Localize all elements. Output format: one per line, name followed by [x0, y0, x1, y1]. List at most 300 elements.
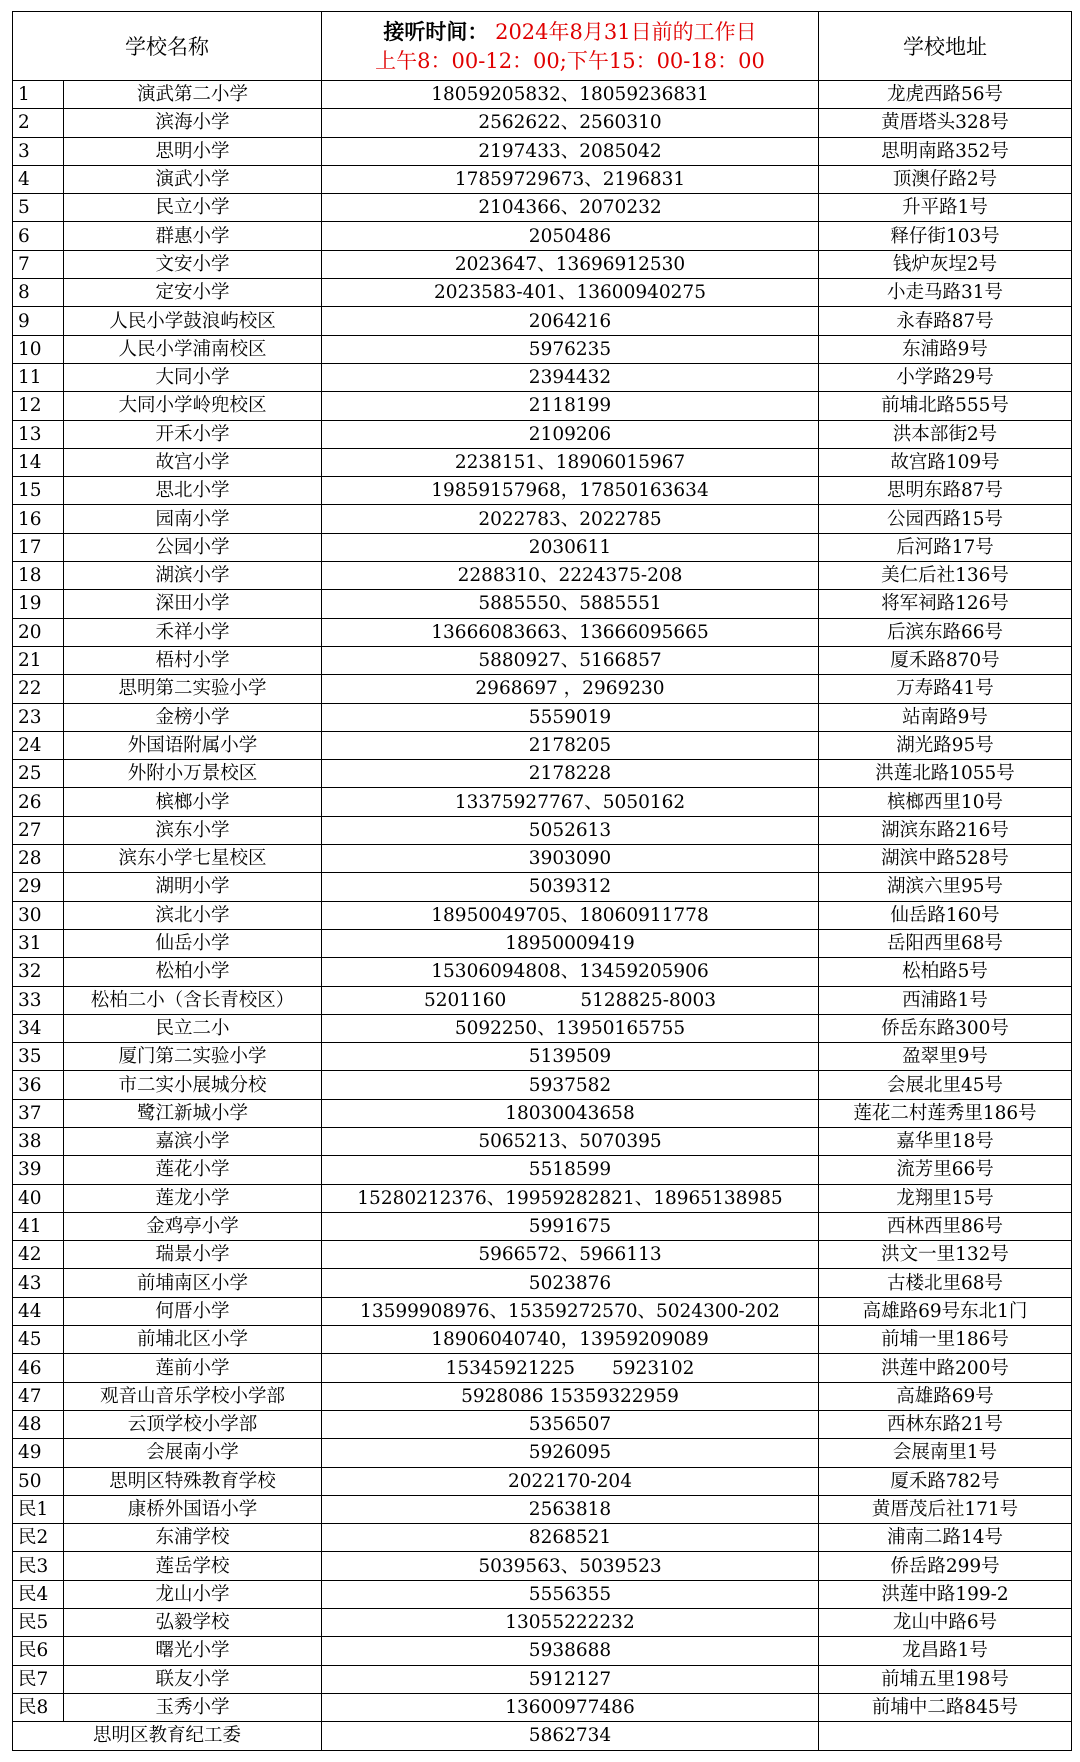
row-number: 27	[13, 816, 64, 844]
phone-number: 18950009419	[322, 929, 819, 957]
row-number: 4	[13, 165, 64, 193]
row-number: 14	[13, 448, 64, 476]
school-address: 顶澳仔路2号	[819, 165, 1072, 193]
school-address: 会展南里1号	[819, 1439, 1072, 1467]
table-row	[13, 1156, 1072, 1184]
school-address: 西林西里86号	[819, 1212, 1072, 1240]
row-number: 50	[13, 1467, 64, 1495]
phone-number: 19859157968，17850163634	[322, 477, 819, 505]
row-number: 9	[13, 307, 64, 335]
phone-number: 5991675	[322, 1212, 819, 1240]
table-row	[13, 194, 1072, 222]
school-name: 鹭江新城小学	[64, 1099, 322, 1127]
row-number: 13	[13, 420, 64, 448]
header-time-label: 接听时间：	[383, 18, 489, 44]
school-name: 莲岳学校	[64, 1552, 322, 1580]
phone-number: 2030611	[322, 533, 819, 561]
school-name: 思北小学	[64, 477, 322, 505]
table-row	[13, 1693, 1072, 1721]
table-row	[13, 986, 1072, 1014]
phone-number: 15345921225 5923102	[322, 1354, 819, 1382]
table-row	[13, 505, 1072, 533]
row-number: 32	[13, 958, 64, 986]
phone-number: 13375927767、5050162	[322, 788, 819, 816]
school-address: 龙山中路6号	[819, 1609, 1072, 1637]
school-name: 演武第二小学	[64, 81, 322, 109]
school-address: 湖滨东路216号	[819, 816, 1072, 844]
table-row	[13, 929, 1072, 957]
table-row	[13, 958, 1072, 986]
row-number: 19	[13, 590, 64, 618]
school-name: 前埔南区小学	[64, 1269, 322, 1297]
phone-number: 15306094808、13459205906	[322, 958, 819, 986]
school-address: 黄厝茂后社171号	[819, 1495, 1072, 1523]
phone-number: 5937582	[322, 1071, 819, 1099]
row-number: 23	[13, 703, 64, 731]
table-row	[13, 109, 1072, 137]
phone-number: 2197433、2085042	[322, 137, 819, 165]
school-name: 民立小学	[64, 194, 322, 222]
school-name: 深田小学	[64, 590, 322, 618]
school-address: 钱炉灰埕2号	[819, 250, 1072, 278]
row-number: 36	[13, 1071, 64, 1099]
phone-number: 2104366、2070232	[322, 194, 819, 222]
table-row	[13, 335, 1072, 363]
school-name: 大同小学	[64, 363, 322, 391]
table-row	[13, 1184, 1072, 1212]
table-row	[13, 873, 1072, 901]
table-row	[13, 1495, 1072, 1523]
table-row	[13, 533, 1072, 561]
table-row	[13, 1637, 1072, 1665]
phone-number: 2288310、2224375-208	[322, 562, 819, 590]
school-address: 侨岳东路300号	[819, 1014, 1072, 1042]
school-name: 联友小学	[64, 1665, 322, 1693]
school-name: 大同小学岭兜校区	[64, 392, 322, 420]
school-address: 站南路9号	[819, 703, 1072, 731]
row-number: 41	[13, 1212, 64, 1240]
row-number: 30	[13, 901, 64, 929]
phone-number: 5039563、5039523	[322, 1552, 819, 1580]
row-number: 45	[13, 1326, 64, 1354]
phone-number: 2562622、2560310	[322, 109, 819, 137]
row-number: 17	[13, 533, 64, 561]
school-name: 园南小学	[64, 505, 322, 533]
school-name: 开禾小学	[64, 420, 322, 448]
phone-number: 2022170-204	[322, 1467, 819, 1495]
phone-number: 2968697 ，2969230	[322, 675, 819, 703]
row-number: 12	[13, 392, 64, 420]
phone-number: 5912127	[322, 1665, 819, 1693]
row-number: 26	[13, 788, 64, 816]
row-number: 21	[13, 646, 64, 674]
school-name: 演武小学	[64, 165, 322, 193]
row-number: 8	[13, 279, 64, 307]
row-number: 40	[13, 1184, 64, 1212]
school-address: 前埔五里198号	[819, 1665, 1072, 1693]
row-number: 6	[13, 222, 64, 250]
school-address: 龙昌路1号	[819, 1637, 1072, 1665]
school-address: 高雄路69号	[819, 1382, 1072, 1410]
phone-number: 5880927、5166857	[322, 646, 819, 674]
table-row	[13, 81, 1072, 109]
school-name: 民立二小	[64, 1014, 322, 1042]
school-name: 玉秀小学	[64, 1693, 322, 1721]
school-address: 松柏路5号	[819, 958, 1072, 986]
school-address: 升平路1号	[819, 194, 1072, 222]
row-number: 46	[13, 1354, 64, 1382]
table-row	[13, 1609, 1072, 1637]
school-address: 岳阳西里68号	[819, 929, 1072, 957]
row-number: 24	[13, 731, 64, 759]
phone-number: 5039312	[322, 873, 819, 901]
phone-number: 5023876	[322, 1269, 819, 1297]
school-name: 康桥外国语小学	[64, 1495, 322, 1523]
phone-number: 2109206	[322, 420, 819, 448]
row-number: 3	[13, 137, 64, 165]
row-number: 43	[13, 1269, 64, 1297]
phone-number: 5966572、5966113	[322, 1241, 819, 1269]
table-row	[13, 392, 1072, 420]
phone-number: 13600977486	[322, 1693, 819, 1721]
phone-number: 13599908976、15359272570、5024300-202	[322, 1297, 819, 1325]
row-number: 42	[13, 1241, 64, 1269]
row-number: 34	[13, 1014, 64, 1042]
school-address: 前埔北路555号	[819, 392, 1072, 420]
school-name: 东浦学校	[64, 1524, 322, 1552]
school-address: 思明东路87号	[819, 477, 1072, 505]
table-row	[13, 1439, 1072, 1467]
school-name: 禾祥小学	[64, 618, 322, 646]
header-answer-time	[322, 12, 819, 81]
school-address: 盈翠里9号	[819, 1043, 1072, 1071]
phone-number: 2022783、2022785	[322, 505, 819, 533]
school-address: 流芳里66号	[819, 1156, 1072, 1184]
phone-number: 5518599	[322, 1156, 819, 1184]
table-row	[13, 646, 1072, 674]
school-address: 洪莲北路1055号	[819, 760, 1072, 788]
table-row	[13, 1326, 1072, 1354]
row-number: 民4	[13, 1580, 64, 1608]
school-address: 永春路87号	[819, 307, 1072, 335]
row-number: 29	[13, 873, 64, 901]
table-row	[13, 590, 1072, 618]
school-address: 浦南二路14号	[819, 1524, 1072, 1552]
school-name: 滨北小学	[64, 901, 322, 929]
phone-number: 2178228	[322, 760, 819, 788]
phone-number: 5092250、13950165755	[322, 1014, 819, 1042]
school-name: 会展南小学	[64, 1439, 322, 1467]
row-number: 11	[13, 363, 64, 391]
school-address: 将军祠路126号	[819, 590, 1072, 618]
school-name: 梧村小学	[64, 646, 322, 674]
table-row	[13, 1665, 1072, 1693]
table-row	[13, 1580, 1072, 1608]
table-row	[13, 222, 1072, 250]
school-name: 湖滨小学	[64, 562, 322, 590]
row-number: 37	[13, 1099, 64, 1127]
school-address: 厦禾路870号	[819, 646, 1072, 674]
footer-address-empty	[819, 1722, 1072, 1750]
row-number: 民2	[13, 1524, 64, 1552]
row-number: 15	[13, 477, 64, 505]
school-name: 人民小学鼓浪屿校区	[64, 307, 322, 335]
school-name: 前埔北区小学	[64, 1326, 322, 1354]
row-number: 16	[13, 505, 64, 533]
school-name: 滨海小学	[64, 109, 322, 137]
school-name: 何厝小学	[64, 1297, 322, 1325]
school-name: 故宫小学	[64, 448, 322, 476]
phone-number: 2064216	[322, 307, 819, 335]
row-number: 28	[13, 845, 64, 873]
row-number: 47	[13, 1382, 64, 1410]
footer-phone: 5862734	[322, 1722, 819, 1750]
table-row	[13, 1127, 1072, 1155]
school-name: 观音山音乐学校小学部	[64, 1382, 322, 1410]
table-row	[13, 1297, 1072, 1325]
phone-number: 2050486	[322, 222, 819, 250]
phone-number: 5139509	[322, 1043, 819, 1071]
table-row	[13, 1269, 1072, 1297]
phone-number: 5938688	[322, 1637, 819, 1665]
school-name: 群惠小学	[64, 222, 322, 250]
school-name: 弘毅学校	[64, 1609, 322, 1637]
school-address: 湖滨中路528号	[819, 845, 1072, 873]
school-address: 古楼北里68号	[819, 1269, 1072, 1297]
header-school-name: 学校名称	[13, 12, 322, 81]
table-row	[13, 675, 1072, 703]
phone-number: 2023583-401、13600940275	[322, 279, 819, 307]
row-number: 18	[13, 562, 64, 590]
school-address: 前埔中二路845号	[819, 1693, 1072, 1721]
footer-row	[13, 1722, 1072, 1750]
school-name: 思明第二实验小学	[64, 675, 322, 703]
phone-number: 17859729673、2196831	[322, 165, 819, 193]
school-name: 嘉滨小学	[64, 1127, 322, 1155]
school-name: 文安小学	[64, 250, 322, 278]
school-address: 湖滨六里95号	[819, 873, 1072, 901]
school-address: 洪莲中路200号	[819, 1354, 1072, 1382]
phone-number: 3903090	[322, 845, 819, 873]
table-row	[13, 731, 1072, 759]
phone-number: 2563818	[322, 1495, 819, 1523]
phone-number: 2178205	[322, 731, 819, 759]
phone-number: 5065213、5070395	[322, 1127, 819, 1155]
table-row	[13, 363, 1072, 391]
school-name: 金鸡亭小学	[64, 1212, 322, 1240]
table-row	[13, 562, 1072, 590]
school-name: 松柏二小（含长青校区）	[64, 986, 322, 1014]
school-address: 洪文一里132号	[819, 1241, 1072, 1269]
school-name: 外国语附属小学	[64, 731, 322, 759]
table-row	[13, 279, 1072, 307]
school-address: 会展北里45号	[819, 1071, 1072, 1099]
table-row	[13, 420, 1072, 448]
school-address: 黄厝塔头328号	[819, 109, 1072, 137]
row-number: 民5	[13, 1609, 64, 1637]
school-name: 仙岳小学	[64, 929, 322, 957]
table-row	[13, 760, 1072, 788]
school-name: 滨东小学七星校区	[64, 845, 322, 873]
header-time-hours: 上午8：00-12：00;下午15：00-18：00	[375, 48, 765, 73]
school-address: 洪莲中路199-2	[819, 1580, 1072, 1608]
school-address: 洪本部街2号	[819, 420, 1072, 448]
phone-number: 2394432	[322, 363, 819, 391]
row-number: 民8	[13, 1693, 64, 1721]
school-address: 公园西路15号	[819, 505, 1072, 533]
phone-number: 5976235	[322, 335, 819, 363]
phone-number: 2118199	[322, 392, 819, 420]
row-number: 33	[13, 986, 64, 1014]
school-address: 故宫路109号	[819, 448, 1072, 476]
school-name: 金榜小学	[64, 703, 322, 731]
row-number: 39	[13, 1156, 64, 1184]
row-number: 7	[13, 250, 64, 278]
school-address: 湖光路95号	[819, 731, 1072, 759]
school-name: 曙光小学	[64, 1637, 322, 1665]
row-number: 49	[13, 1439, 64, 1467]
school-address: 前埔一里186号	[819, 1326, 1072, 1354]
phone-number: 13055222232	[322, 1609, 819, 1637]
school-name: 槟榔小学	[64, 788, 322, 816]
phone-number: 18030043658	[322, 1099, 819, 1127]
table-row	[13, 137, 1072, 165]
row-number: 5	[13, 194, 64, 222]
row-number: 35	[13, 1043, 64, 1071]
school-name: 龙山小学	[64, 1580, 322, 1608]
table-row	[13, 788, 1072, 816]
phone-number: 13666083663、13666095665	[322, 618, 819, 646]
table-row	[13, 816, 1072, 844]
school-address: 龙翔里15号	[819, 1184, 1072, 1212]
phone-number: 18059205832、18059236831	[322, 81, 819, 109]
phone-number: 2023647、13696912530	[322, 250, 819, 278]
school-name: 思明区特殊教育学校	[64, 1467, 322, 1495]
row-number: 25	[13, 760, 64, 788]
row-number: 31	[13, 929, 64, 957]
school-name: 公园小学	[64, 533, 322, 561]
header-row	[13, 12, 1072, 81]
school-contact-table	[12, 11, 1072, 1751]
table-row	[13, 1382, 1072, 1410]
school-address: 释仔街103号	[819, 222, 1072, 250]
header-school-address: 学校地址	[819, 12, 1072, 81]
table-row	[13, 448, 1072, 476]
school-name: 人民小学浦南校区	[64, 335, 322, 363]
school-name: 莲花小学	[64, 1156, 322, 1184]
school-address: 万寿路41号	[819, 675, 1072, 703]
school-address: 侨岳路299号	[819, 1552, 1072, 1580]
table-row	[13, 1071, 1072, 1099]
row-number: 22	[13, 675, 64, 703]
phone-number: 5201160 5128825-8003	[322, 986, 819, 1014]
table-row	[13, 1212, 1072, 1240]
school-name: 云顶学校小学部	[64, 1410, 322, 1438]
school-name: 滨东小学	[64, 816, 322, 844]
school-address: 槟榔西里10号	[819, 788, 1072, 816]
row-number: 38	[13, 1127, 64, 1155]
school-address: 西林东路21号	[819, 1410, 1072, 1438]
phone-number: 15280212376、19959282821、18965138985	[322, 1184, 819, 1212]
table-row	[13, 1043, 1072, 1071]
phone-number: 5556355	[322, 1580, 819, 1608]
phone-number: 18950049705、18060911778	[322, 901, 819, 929]
phone-number: 2238151、18906015967	[322, 448, 819, 476]
table-row	[13, 307, 1072, 335]
phone-number: 5052613	[322, 816, 819, 844]
school-name: 厦门第二实验小学	[64, 1043, 322, 1071]
school-name: 莲龙小学	[64, 1184, 322, 1212]
row-number: 民3	[13, 1552, 64, 1580]
phone-number: 5356507	[322, 1410, 819, 1438]
row-number: 2	[13, 109, 64, 137]
table-row	[13, 1524, 1072, 1552]
school-name: 外附小万景校区	[64, 760, 322, 788]
school-address: 东浦路9号	[819, 335, 1072, 363]
row-number: 民1	[13, 1495, 64, 1523]
school-address: 龙虎西路56号	[819, 81, 1072, 109]
phone-number: 8268521	[322, 1524, 819, 1552]
table-row	[13, 845, 1072, 873]
school-address: 嘉华里18号	[819, 1127, 1072, 1155]
school-address: 后滨东路66号	[819, 618, 1072, 646]
school-address: 仙岳路160号	[819, 901, 1072, 929]
table-row	[13, 703, 1072, 731]
school-address: 思明南路352号	[819, 137, 1072, 165]
phone-number: 5559019	[322, 703, 819, 731]
table-row	[13, 618, 1072, 646]
footer-org-name: 思明区教育纪工委	[13, 1722, 322, 1750]
table-row	[13, 165, 1072, 193]
school-name: 莲前小学	[64, 1354, 322, 1382]
school-address: 美仁后社136号	[819, 562, 1072, 590]
table-row	[13, 901, 1072, 929]
row-number: 民7	[13, 1665, 64, 1693]
phone-number: 5885550、5885551	[322, 590, 819, 618]
phone-number: 18906040740，13959209089	[322, 1326, 819, 1354]
table-row	[13, 1410, 1072, 1438]
school-address: 西浦路1号	[819, 986, 1072, 1014]
school-name: 市二实小展城分校	[64, 1071, 322, 1099]
phone-number: 5926095	[322, 1439, 819, 1467]
school-name: 思明小学	[64, 137, 322, 165]
school-name: 瑞景小学	[64, 1241, 322, 1269]
school-address: 厦禾路782号	[819, 1467, 1072, 1495]
table-row	[13, 250, 1072, 278]
row-number: 民6	[13, 1637, 64, 1665]
row-number: 10	[13, 335, 64, 363]
school-name: 定安小学	[64, 279, 322, 307]
row-number: 1	[13, 81, 64, 109]
school-address: 后河路17号	[819, 533, 1072, 561]
school-address: 莲花二村莲秀里186号	[819, 1099, 1072, 1127]
table-row	[13, 1241, 1072, 1269]
table-body	[13, 81, 1072, 1751]
table-row	[13, 477, 1072, 505]
table-row	[13, 1014, 1072, 1042]
table-row	[13, 1552, 1072, 1580]
table-row	[13, 1099, 1072, 1127]
phone-number: 5928086 15359322959	[322, 1382, 819, 1410]
table-row	[13, 1467, 1072, 1495]
row-number: 44	[13, 1297, 64, 1325]
school-name: 松柏小学	[64, 958, 322, 986]
row-number: 20	[13, 618, 64, 646]
school-address: 小学路29号	[819, 363, 1072, 391]
header-time-date: 2024年8月31日前的工作日	[495, 19, 757, 44]
table-row	[13, 1354, 1072, 1382]
school-address: 高雄路69号东北1门	[819, 1297, 1072, 1325]
